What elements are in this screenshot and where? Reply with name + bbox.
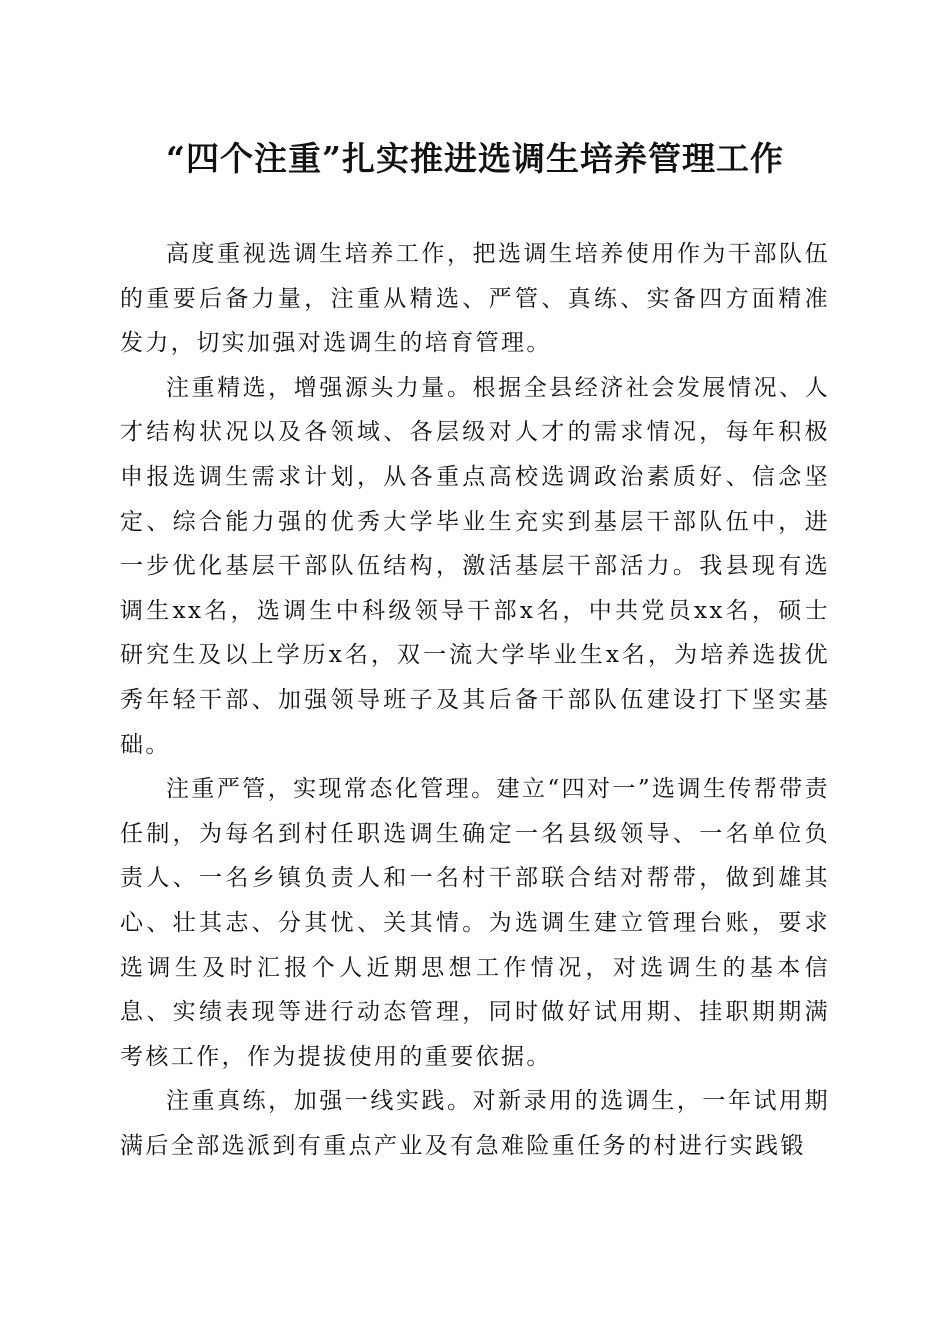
paragraph-management: 注重严管，实现常态化管理。建立“四对一”选调生传帮带责任制，为每名到村任职选调生确定一名县级领导、一名单位负责人、一名乡镇负责人和一名村干部联合结对帮带，做到雄其心、壮其志、分其忧、关其情。为选调生建立管理台账，要求选调生及时汇报个人近期思想工作情况，对选调生的基本信息、实绩表现等进行动态管理，同时做好试用期、挂职期期满考核工作，作为提拔使用的重要依据。 (120, 776, 830, 1070)
paragraph-selection: 注重精选，增强源头力量。根据全县经济社会发展情况、人才结构状况以及各领域、各层级对人才的需求情况，每年积极申报选调生需求计划，从各重点高校选调政治素质好、信念坚定、综合能力强的优秀大学毕业生充实到基层干部队伍中，进一步优化基层干部队伍结构，激活基层干部活力。我县现有选调生xx名，选调生中科级领导干部x名，中共党员xx名，硕士研究生及以上学历x名，双一流大学毕业生x名，为培养选拔优秀年轻干部、加强领导班子及其后备干部队伍建设打下坚实基础。 (120, 374, 830, 758)
paragraph-practice: 注重真练，加强一线实践。对新录用的选调生，一年试用期满后全部选派到有重点产业及有急难险重任务的村进行实践锻 (120, 1088, 830, 1159)
paragraph-intro: 高度重视选调生培养工作，把选调生培养使用作为干部队伍的重要后备力量，注重从精选、严管、真练、实备四方面精准发力，切实加强对选调生的培育管理。 (120, 241, 830, 357)
document-body (120, 232, 830, 1168)
document-title: “四个注重”扎实推进选调生培养管理工作 (166, 139, 784, 178)
